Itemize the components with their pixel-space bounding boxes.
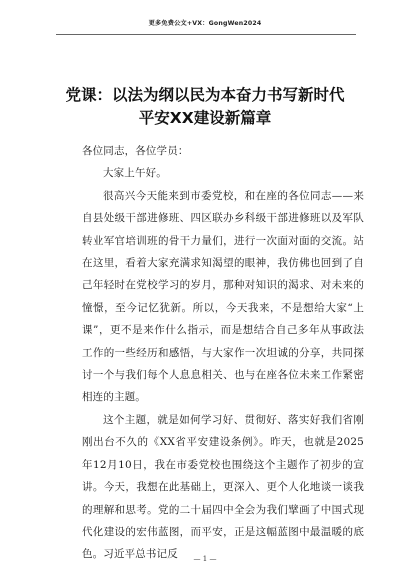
document-title-line-1: 党课：以法为纲以民为本奋力书写新时代 bbox=[65, 86, 345, 104]
header-divider bbox=[56, 34, 356, 35]
header-note: 更多免费公文+VX：GongWen2024 bbox=[148, 20, 262, 27]
body-paragraph: 这个主题，就是如何学习好、贯彻好、落实好我们省刚刚出台不久的《XX省平安建设条例》。昨天，也就是2025年12月10日，我在市委党校也围绕这个主题作了初步的宣讲。今天，我想在此基础上，更深入、更个人化地谈一谈我的理解和思考。党的二十届四中全会为我们擘画了中国式现代化建设的宏伟蓝图，而平安，正是这幅蓝图中最温暖的底色。习近平总书记反 bbox=[82, 413, 364, 561]
greeting-paragraph: 大家上午好。 bbox=[103, 167, 167, 180]
document-title bbox=[40, 84, 370, 130]
salutation-paragraph: 各位同志，各位学员： bbox=[82, 145, 189, 157]
document-body bbox=[82, 140, 364, 566]
body-paragraph: 很高兴今天能来到市委党校，和在座的各位同志——来自县处级干部进修班、四区联办乡科级干部进修班以及军队转业军官培训班的骨干力量们，进行一次面对面的交流。站在这里，看着大家充满求知渴望的眼神，我仿佛也回到了自己年轻时在党校学习的岁月，那种对知识的渴求、对未来的憧憬，至今记忆犹新。所以，今天我来，不是想给大家“上课”，更不是来作什么指示，而是想结合自己多年从事政法工作的一些经历和感悟，与大家作一次坦诚的分享，共同探讨一个与我们每个人息息相关、也与在座各位未来工作紧密相连的主题。 bbox=[82, 189, 364, 404]
page-number: — 1 — bbox=[193, 555, 217, 563]
document-title-line-2: 平安XX建设新篇章 bbox=[138, 109, 272, 127]
